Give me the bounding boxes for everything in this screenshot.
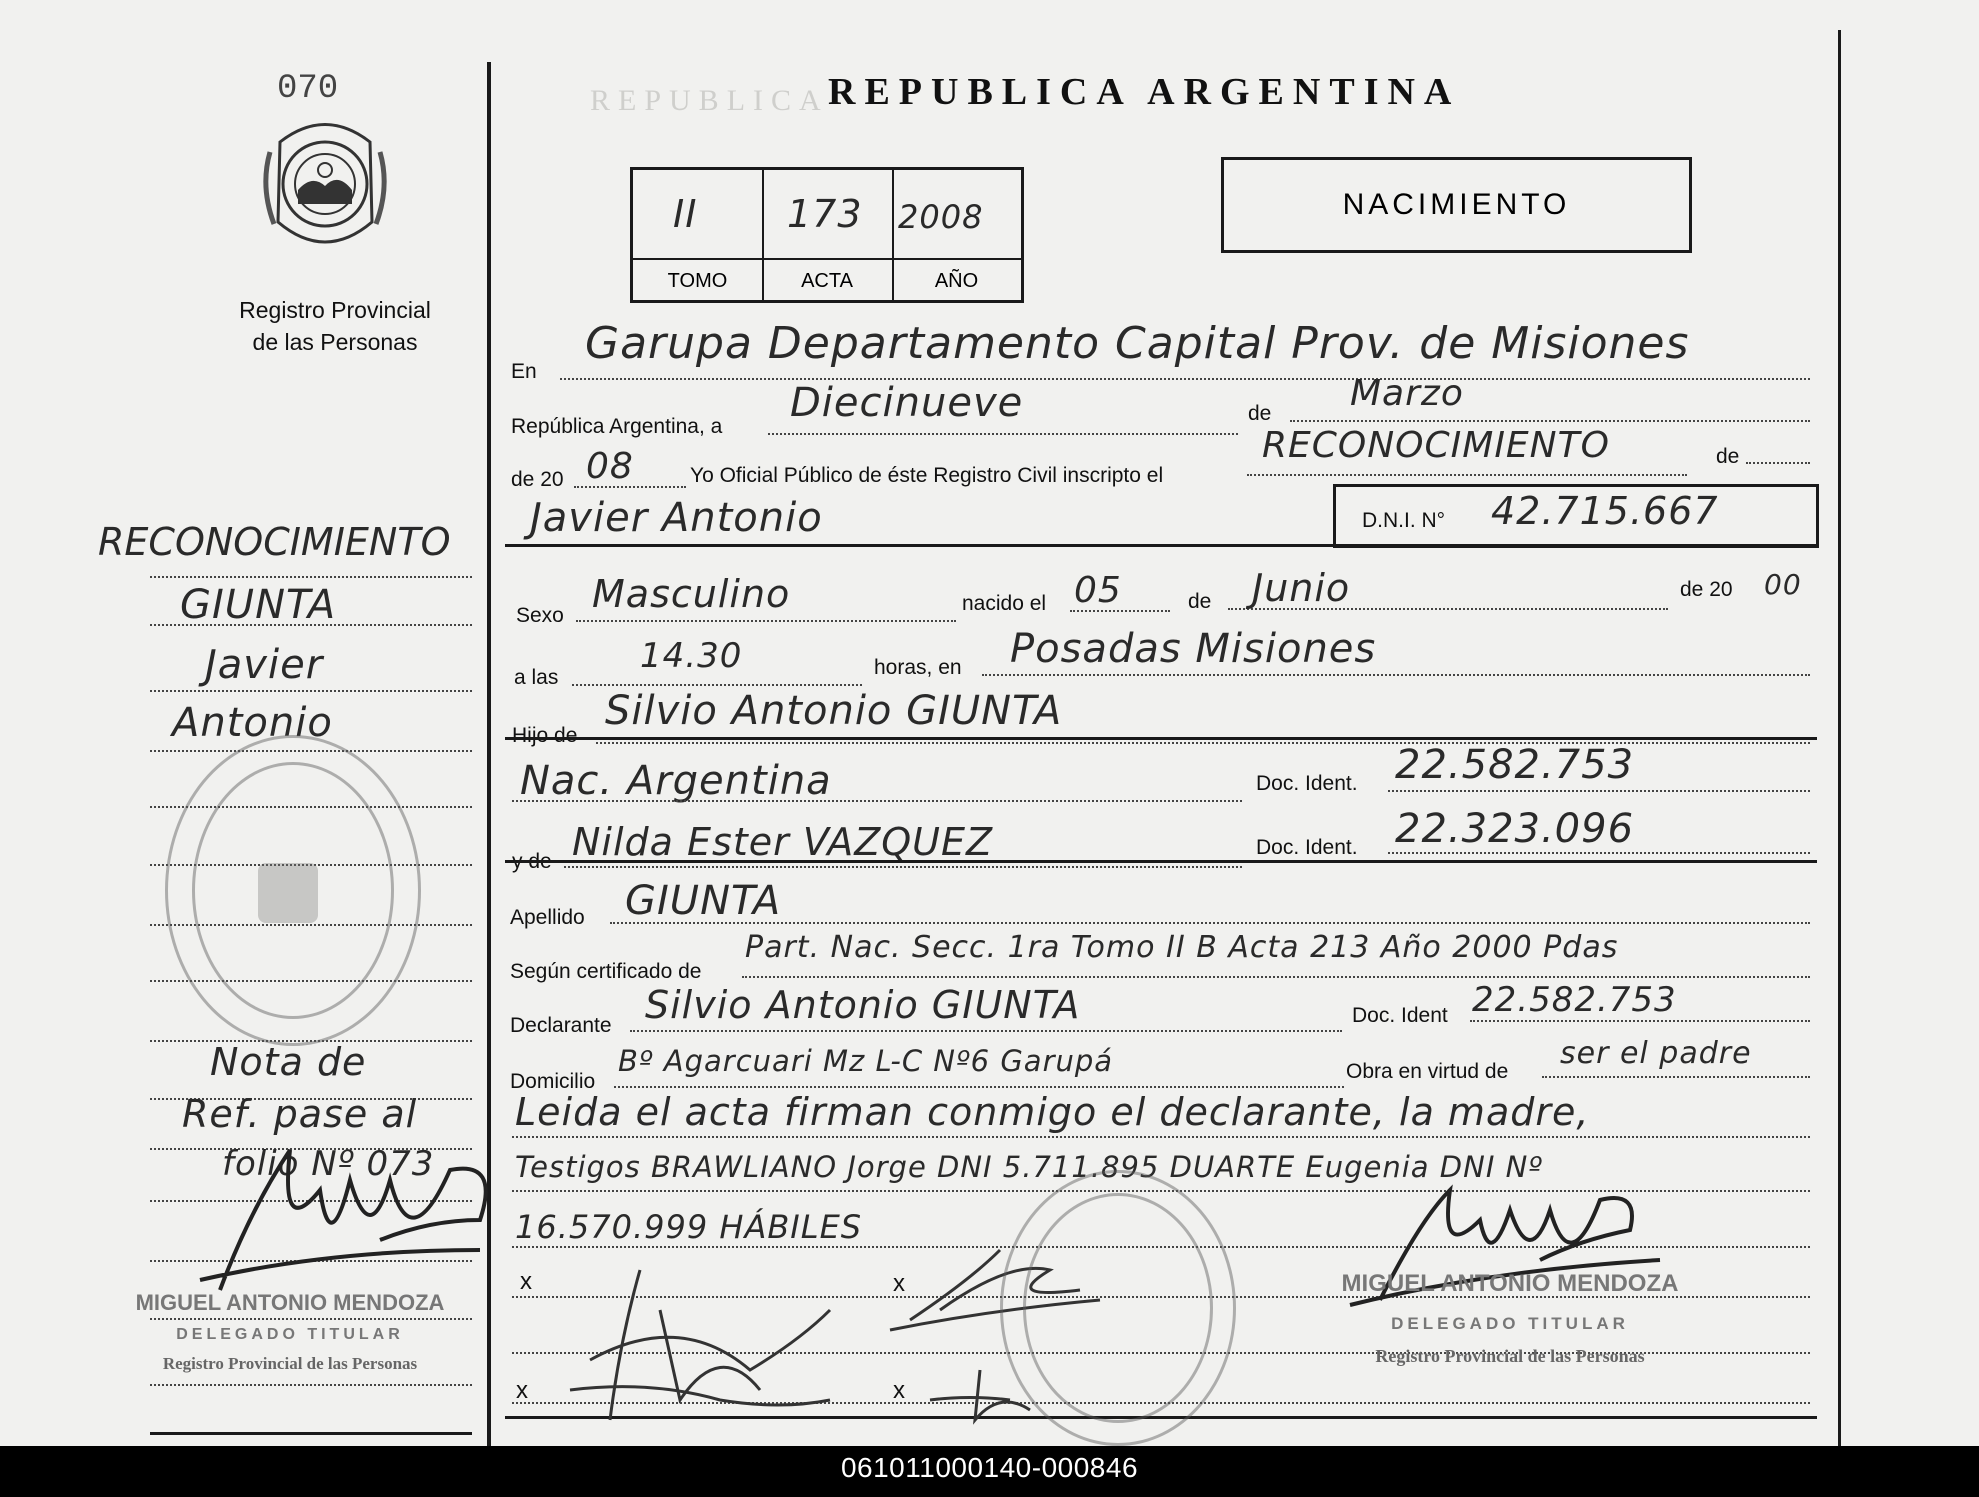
anio-value: 2008 xyxy=(898,198,984,236)
ghost-title: REPUBLICA xyxy=(590,84,829,117)
signature-mark-2: x xyxy=(893,1270,905,1297)
margin-line-1: RECONOCIMIENTO xyxy=(98,520,451,564)
label-dni: D.N.I. N° xyxy=(1362,509,1446,532)
document-type-box: NACIMIENTO xyxy=(1221,157,1692,253)
value-texto-3: 16.570.999 HÁBILES xyxy=(515,1208,863,1246)
label-en: En xyxy=(511,360,537,383)
dotted-line xyxy=(576,620,956,622)
official-org-left: Registro Provincial de las Personas xyxy=(162,1354,418,1373)
dotted-line xyxy=(630,1030,1342,1032)
value-dia: Diecinueve xyxy=(790,380,1024,426)
official-stamp-inner xyxy=(1023,1193,1213,1423)
label-de-3: de xyxy=(1188,590,1212,613)
label-declarante: Declarante xyxy=(510,1014,612,1037)
registry-name-line1: Registro Provincial xyxy=(239,297,431,323)
value-dni: 42.715.667 xyxy=(1491,489,1719,533)
dotted-line xyxy=(560,378,1810,380)
value-apellido: GIUNTA xyxy=(625,878,782,924)
value-anio-nac: 00 xyxy=(1764,568,1802,601)
margin-note-2: Ref. pase al xyxy=(182,1092,418,1136)
official-name-right: MIGUEL ANTONIO MENDOZA xyxy=(1341,1270,1679,1297)
label-sexo: Sexo xyxy=(516,604,564,627)
registry-box xyxy=(630,167,1024,303)
value-texto-1: Leida el acta firman conmigo el declarante, la madre, xyxy=(515,1090,1590,1134)
label-apellido: Apellido xyxy=(510,906,585,929)
value-sexo: Masculino xyxy=(592,572,791,616)
label-doc-ident: Doc. Ident. xyxy=(1256,772,1358,795)
label-horas-en: horas, en xyxy=(874,656,962,679)
acta-value: 173 xyxy=(787,192,863,236)
dni-box xyxy=(1333,484,1819,548)
value-lugar: Garupa Departamento Capital Prov. de Misiones xyxy=(585,318,1690,369)
dotted-line xyxy=(768,433,1238,435)
dotted-line xyxy=(512,800,1242,802)
margin-line-3: Javier xyxy=(205,642,324,688)
value-lugar-nac: Posadas Misiones xyxy=(1010,626,1377,672)
dotted-line xyxy=(1290,420,1810,422)
label-de-20: de 20 xyxy=(511,468,564,491)
tomo-label: TOMO xyxy=(633,258,764,302)
value-mes: Marzo xyxy=(1350,373,1464,414)
dotted-line xyxy=(1542,1076,1810,1078)
margin-stamp xyxy=(165,735,421,1046)
label-a-las: a las xyxy=(514,666,559,689)
value-tipo-inscripcion: RECONOCIMIENTO xyxy=(1262,425,1610,466)
section-rule xyxy=(505,544,1817,547)
value-doc-padre: 22.582.753 xyxy=(1395,742,1635,788)
tomo-value: II xyxy=(673,192,698,236)
value-doc-madre: 22.323.096 xyxy=(1395,806,1635,852)
signature-mark-1: x xyxy=(520,1268,532,1295)
page-title: REPUBLICA ARGENTINA xyxy=(828,71,1461,113)
witness-signature-icon xyxy=(560,1250,850,1430)
signature-block-right xyxy=(1310,1270,1710,1367)
margin-line-4: Antonio xyxy=(172,700,333,746)
registry-name-line2: de las Personas xyxy=(252,329,418,355)
official-title-left: DELEGADO TITULAR xyxy=(176,1326,404,1343)
dotted-line xyxy=(1470,1020,1810,1022)
dotted-line xyxy=(1247,474,1687,476)
official-stamp xyxy=(1000,1170,1236,1446)
dotted-line xyxy=(512,1136,1810,1138)
margin-dotted-line xyxy=(150,1384,472,1386)
anio-label: AÑO xyxy=(892,258,1021,302)
value-certificado: Part. Nac. Secc. 1ra Tomo II B Acta 213 Año 2000 Pdas xyxy=(745,930,1619,965)
official-title-right: DELEGADO TITULAR xyxy=(1391,1314,1629,1333)
dotted-line xyxy=(572,684,862,686)
margin-stamp-emblem xyxy=(258,863,318,923)
label-segun: Según certificado de xyxy=(510,960,702,983)
margin-dotted-line xyxy=(150,576,472,578)
document-code: 061011000140-000846 xyxy=(840,1452,1139,1483)
value-madre: Nilda Ester VAZQUEZ xyxy=(572,820,994,864)
label-de-20b: de 20 xyxy=(1680,578,1733,601)
value-mes-nac: Junio xyxy=(1252,566,1351,610)
acta-cell xyxy=(762,170,894,258)
dotted-line xyxy=(1388,790,1810,792)
right-border xyxy=(1838,30,1841,1446)
margin-signature-icon xyxy=(180,1140,490,1300)
value-obra: ser el padre xyxy=(1560,1036,1752,1071)
value-doc-declarante: 22.582.753 xyxy=(1472,980,1677,1020)
value-texto-2: Testigos BRAWLIANO Jorge DNI 5.711.895 DUARTE Eugenia DNI Nº xyxy=(515,1150,1543,1184)
anio-cell xyxy=(892,170,1021,258)
label-doc-ident-2: Doc. Ident. xyxy=(1256,836,1358,859)
value-hora: 14.30 xyxy=(640,636,743,676)
value-nombre: Javier Antonio xyxy=(530,495,823,541)
signature-mark-3: x xyxy=(516,1377,528,1404)
signature-block-left xyxy=(100,1290,480,1374)
dotted-line xyxy=(742,976,1810,978)
label-doc-ident-3: Doc. Ident xyxy=(1352,1004,1448,1027)
label-yo-oficial: Yo Oficial Público de éste Registro Civil inscripto el xyxy=(690,464,1164,487)
registry-name xyxy=(205,294,465,358)
dotted-line xyxy=(564,866,1242,868)
label-republica: República Argentina, a xyxy=(511,415,723,438)
label-de-2: de xyxy=(1716,445,1740,468)
margin-rule xyxy=(150,1432,472,1435)
provincial-seal-icon xyxy=(260,112,390,262)
value-nacionalidad: Nac. Argentina xyxy=(520,758,832,804)
value-padre: Silvio Antonio GIUNTA xyxy=(605,688,1063,734)
signature-mark-4: x xyxy=(893,1377,905,1404)
value-declarante: Silvio Antonio GIUNTA xyxy=(645,983,1081,1027)
acta-label: ACTA xyxy=(762,258,894,302)
margin-note-3: folio Nº 073 xyxy=(222,1144,435,1184)
margin-dotted-line xyxy=(150,690,472,692)
label-y-de: y de xyxy=(512,850,552,873)
dotted-line xyxy=(1388,852,1810,854)
section-rule xyxy=(505,860,1817,863)
section-rule xyxy=(505,737,1817,740)
dotted-line xyxy=(982,674,1810,676)
tomo-cell xyxy=(633,170,764,258)
label-nacido-el: nacido el xyxy=(962,592,1047,615)
dotted-line xyxy=(614,1086,1344,1088)
official-org-right: Registro Provincial de las Personas xyxy=(1375,1346,1645,1366)
value-dia-nac: 05 xyxy=(1074,570,1122,611)
official-name-left: MIGUEL ANTONIO MENDOZA xyxy=(135,1290,445,1315)
margin-line-2: GIUNTA xyxy=(180,582,337,628)
folio-number: 070 xyxy=(277,70,339,108)
dotted-line xyxy=(610,922,1810,924)
margin-note-1: Nota de xyxy=(210,1040,367,1084)
label-domicilio: Domicilio xyxy=(510,1070,596,1093)
label-obra: Obra en virtud de xyxy=(1346,1060,1509,1083)
value-domicilio: Bº Agarcuari Mz L-C Nº6 Garupá xyxy=(618,1044,1114,1078)
label-de: de xyxy=(1248,402,1272,425)
value-anio: 08 xyxy=(586,446,634,487)
dotted-line xyxy=(1746,462,1810,464)
label-hijo-de: Hijo de xyxy=(512,724,578,747)
